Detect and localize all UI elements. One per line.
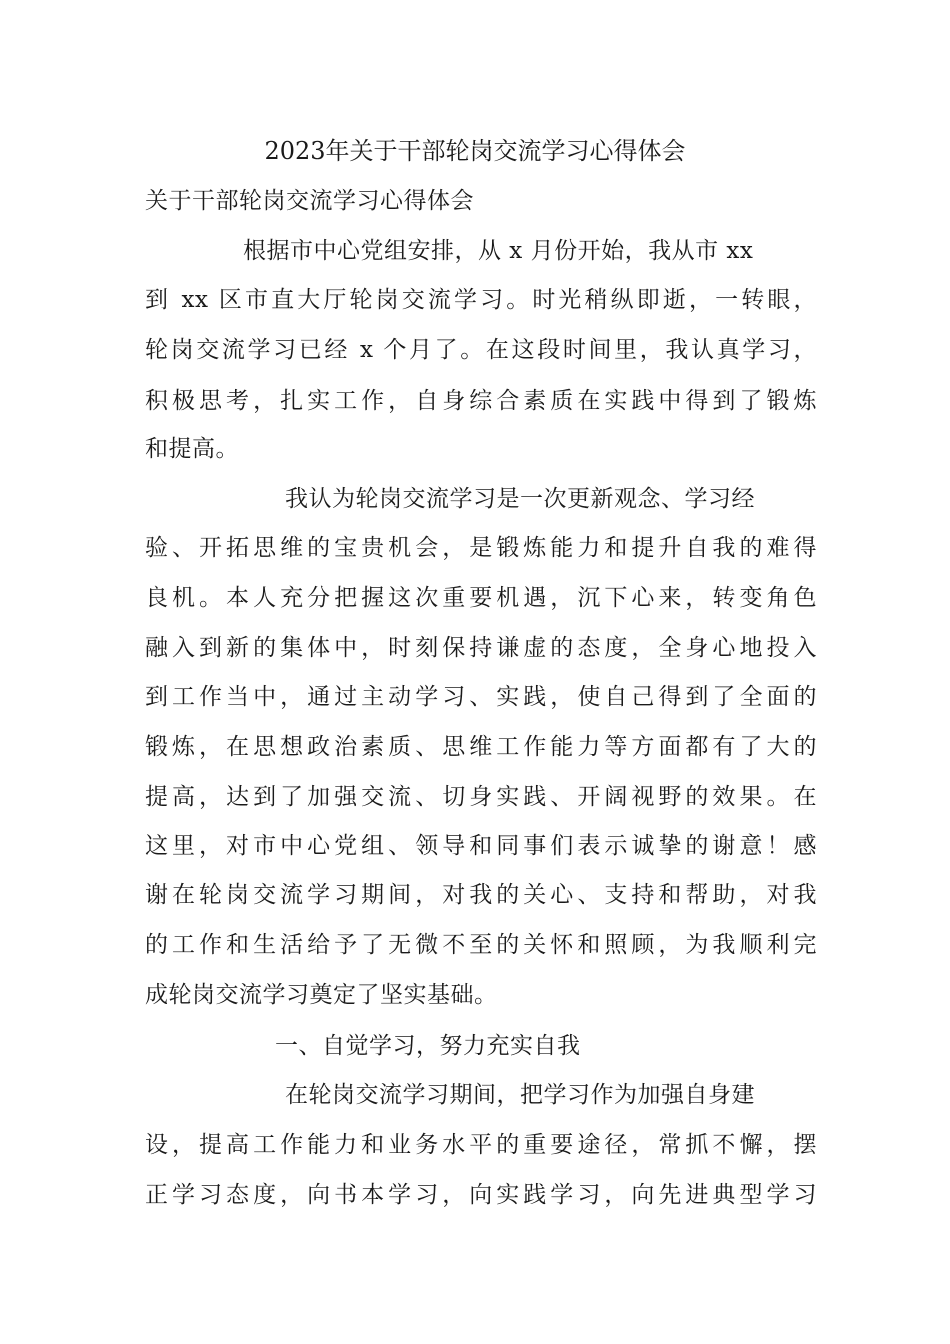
section-heading: 一、自觉学习，努力充实自我 (275, 1033, 581, 1059)
paragraph-line: 到 xx 区市直大厅轮岗交流学习。时光稍纵即逝，一转眼， (145, 287, 817, 313)
paragraph-line: 融入到新的集体中，时刻保持谦虚的态度，全身心地投入 (145, 635, 817, 661)
paragraph-line: 提高，达到了加强交流、切身实践、开阔视野的效果。在 (145, 784, 817, 810)
document-title: 2023年关于干部轮岗交流学习心得体会 (264, 137, 686, 165)
paragraph-line: 到工作当中，通过主动学习、实践，使自己得到了全面的 (145, 684, 817, 710)
paragraph-line: 根据市中心党组安排，从 x 月份开始，我从市 xx (243, 238, 754, 264)
paragraph-line: 锻炼，在思想政治素质、思维工作能力等方面都有了大的 (145, 734, 817, 760)
paragraph-line: 我认为轮岗交流学习是一次更新观念、学习经 (285, 486, 755, 512)
paragraph-line: 在轮岗交流学习期间，把学习作为加强自身建 (285, 1082, 755, 1108)
document-subtitle: 关于干部轮岗交流学习心得体会 (145, 188, 474, 214)
paragraph-line: 积极思考，扎实工作，自身综合素质在实践中得到了锻炼 (145, 388, 817, 414)
paragraph-line: 和提高。 (145, 436, 239, 462)
paragraph-line: 的工作和生活给予了无微不至的关怀和照顾，为我顺利完 (145, 932, 817, 958)
paragraph-line: 验、开拓思维的宝贵机会，是锻炼能力和提升自我的难得 (145, 535, 817, 561)
paragraph-line: 良机。本人充分把握这次重要机遇，沉下心来，转变角色 (145, 585, 817, 611)
paragraph-line: 成轮岗交流学习奠定了坚实基础。 (145, 982, 498, 1008)
paragraph-line: 谢在轮岗交流学习期间，对我的关心、支持和帮助，对我 (145, 882, 817, 908)
paragraph-line: 轮岗交流学习已经 x 个月了。在这段时间里，我认真学习， (145, 337, 817, 363)
paragraph-line: 这里，对市中心党组、领导和同事们表示诚挚的谢意！感 (145, 833, 817, 859)
paragraph-line: 设，提高工作能力和业务水平的重要途径，常抓不懈，摆 (145, 1132, 817, 1158)
paragraph-line: 正学习态度，向书本学习，向实践学习，向先进典型学习 (145, 1182, 817, 1208)
